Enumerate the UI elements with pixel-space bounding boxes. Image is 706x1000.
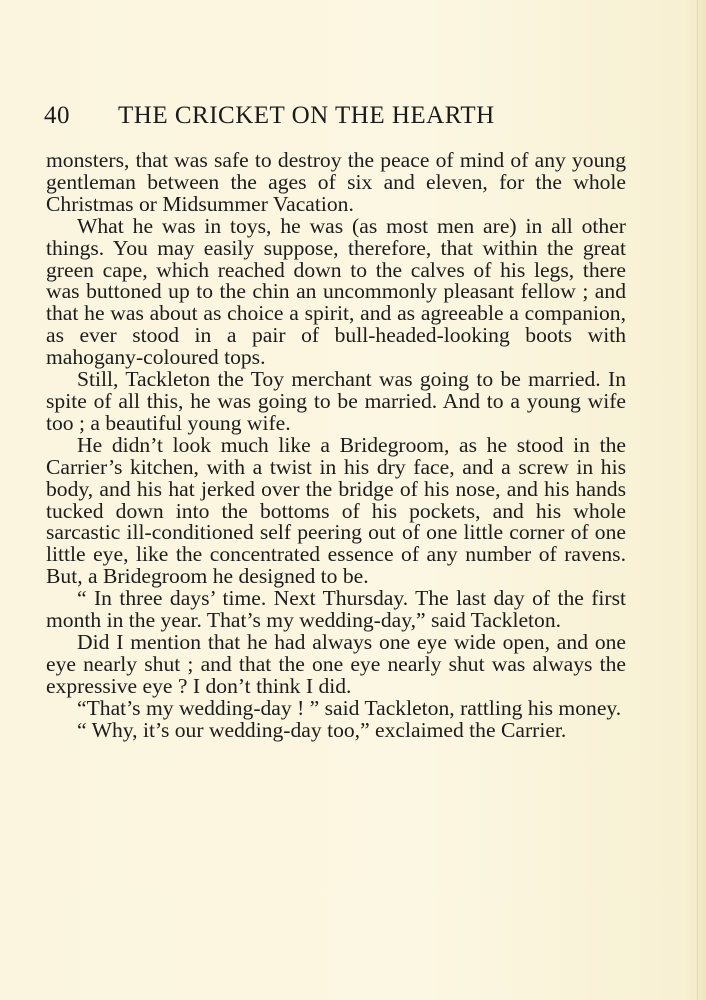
paragraph: “ Why, it’s our wedding-day too,” exclaimed the Carrier. xyxy=(77,717,567,742)
paragraph: What he was in toys, he was (as most men are) in all other things. You may easily suppose, therefore, that within the great green cape, which reached down to the calves of his legs, there was buttoned up to the chin an uncommonly pleasant fellow ; and that he was about as choice a spirit, and as agreeable a companion, as ever stood in a pair of bull-headed-looking boots with mahogany-coloured tops. xyxy=(46,213,626,370)
page-number: 40 xyxy=(44,102,70,129)
body-text xyxy=(46,150,626,741)
paragraph-continuation: monsters, that was safe to destroy the peace of mind of any young gentleman between the ages of six and eleven, for the whole Christmas or Midsummer Vacation. xyxy=(46,148,626,216)
paragraph: He didn’t look much like a Bridegroom, as he stood in the Carrier’s kitchen, with a twist in his dry face, and a screw in his body, and his hat jerked over the bridge of his nose, and his hands tucked down into the bottoms of his pockets, and his whole sarcastic ill-conditioned self peering out of one little corner of one little eye, like the concentrated essence of any number of ravens. But, a Bridegroom he designed to be. xyxy=(46,432,626,589)
running-header xyxy=(44,102,564,138)
paragraph: “That’s my wedding-day ! ” said Tackleton, rattling his money. xyxy=(77,695,622,720)
paragraph: Did I mention that he had always one eye wide open, and one eye nearly shut ; and that the one eye nearly shut was always the expressive eye ? I don’t think I did. xyxy=(46,629,626,698)
page-edge xyxy=(697,0,698,1000)
paragraph: Still, Tackleton the Toy merchant was going to be married. In spite of all this, he was going to be married. And to a young wife too ; a beautiful young wife. xyxy=(46,367,626,435)
paragraph: “ In three days’ time. Next Thursday. The last day of the first month in the year. That’s my wedding-day,” said Tackleton. xyxy=(46,586,626,633)
running-title: THE CRICKET ON THE HEARTH xyxy=(118,102,495,129)
